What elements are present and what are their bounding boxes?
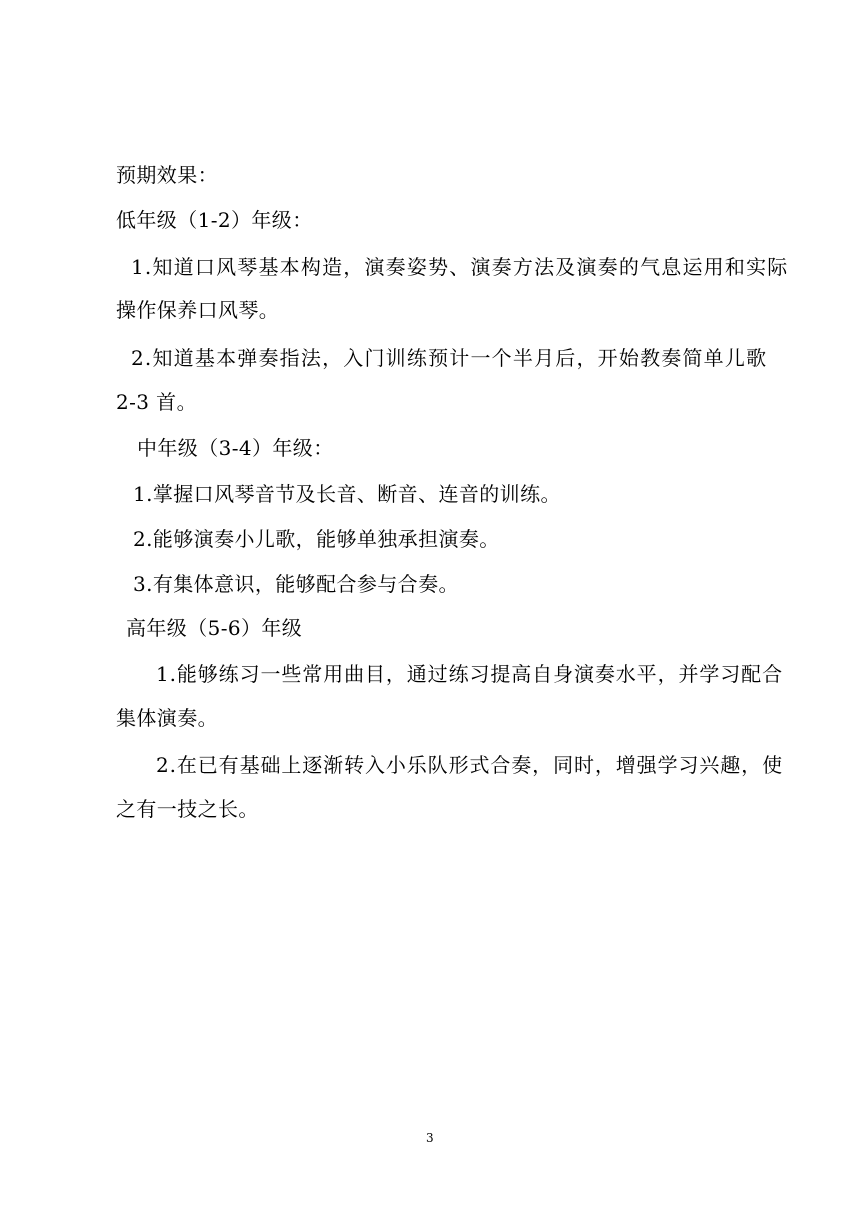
page-number: 3 bbox=[426, 1131, 434, 1145]
paragraph-line: 1.能够练习一些常用曲目，通过练习提高自身演奏水平，并学习配合 bbox=[156, 662, 783, 686]
section-heading-expected-effects: 预期效果： bbox=[116, 163, 218, 187]
paragraph-line: 操作保养口风琴。 bbox=[116, 298, 280, 322]
subheading-upper-grades: 高年级（5-6）年级 bbox=[126, 616, 303, 640]
paragraph-line: 1.掌握口风琴音节及长音、断音、连音的训练。 bbox=[133, 482, 561, 506]
paragraph-line: 1.知道口风琴基本构造，演奏姿势、演奏方法及演奏的气息运用和实际 bbox=[131, 255, 789, 279]
subheading-lower-grades: 低年级（1-2）年级： bbox=[116, 208, 313, 232]
paragraph-line: 2.知道基本弹奏指法，入门训练预计一个半月后，开始教奏简单儿歌 bbox=[131, 346, 768, 370]
paragraph-line: 2.在已有基础上逐渐转入小乐队形式合奏，同时，增强学习兴趣，使 bbox=[156, 753, 783, 777]
subheading-middle-grades: 中年级（3-4）年级： bbox=[137, 436, 334, 460]
paragraph-line: 2.能够演奏小儿歌，能够单独承担演奏。 bbox=[133, 527, 500, 551]
paragraph-line: 集体演奏。 bbox=[116, 706, 218, 730]
paragraph-line: 2-3 首。 bbox=[116, 390, 197, 414]
paragraph-line: 之有一技之长。 bbox=[116, 797, 259, 821]
paragraph-line: 3.有集体意识，能够配合参与合奏。 bbox=[133, 572, 459, 596]
